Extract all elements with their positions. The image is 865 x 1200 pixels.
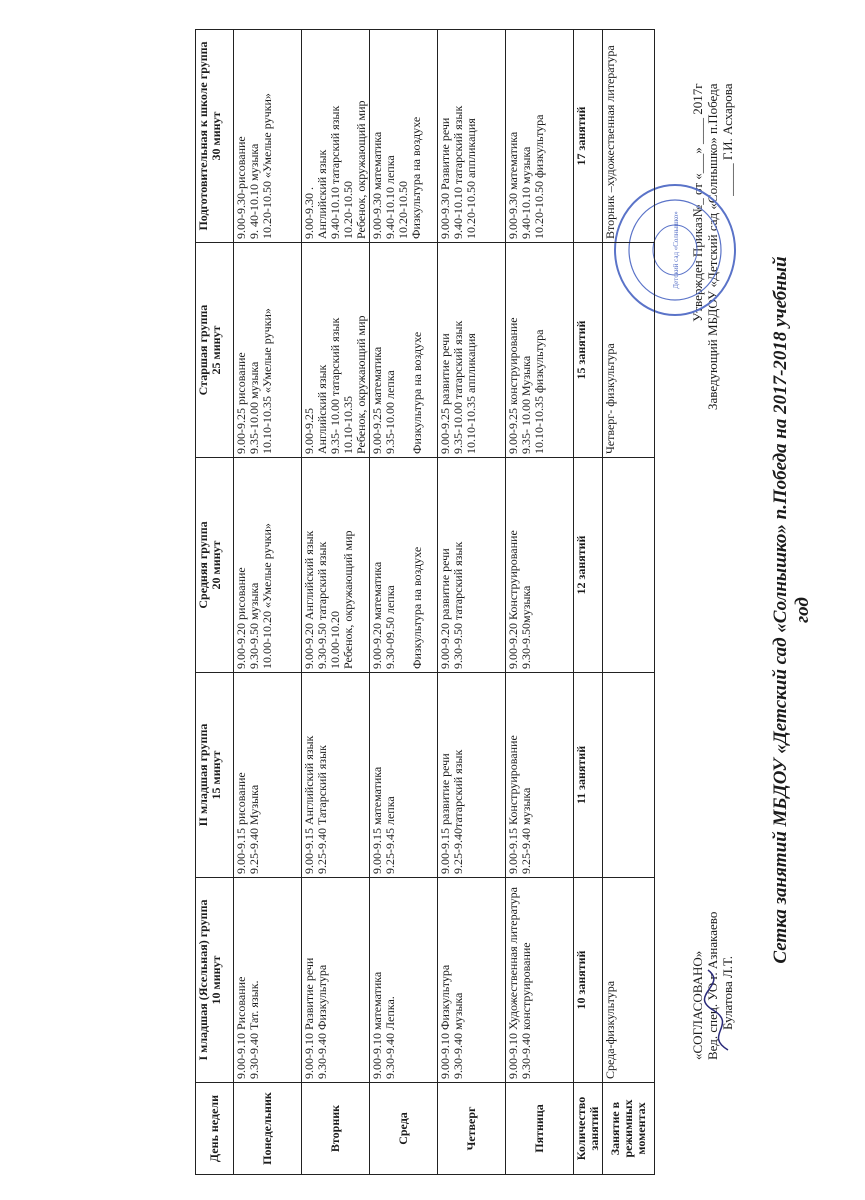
regime-cell <box>603 673 655 878</box>
group-duration: 30 минут <box>209 111 223 161</box>
header-row <box>196 30 234 1175</box>
lesson-line: 9.30-9.50 музыка <box>247 582 261 669</box>
lesson-line: 9.00-9.25 конструирование <box>506 317 520 454</box>
header-group-1 <box>196 878 234 1083</box>
count-label: Количество занятий <box>574 1083 603 1175</box>
lesson-line: 10.10-10.35 «Умелые ручки» <box>260 308 274 454</box>
schedule-cell <box>506 458 574 673</box>
schedule-cell <box>438 243 506 458</box>
lesson-line: 9.30-9.50музыка <box>519 585 533 669</box>
day-name: Вторник <box>302 1083 370 1175</box>
lesson-line <box>397 246 411 454</box>
schedule-row <box>506 30 574 1175</box>
approved-left-line1: «СОГЛАСОВАНО» <box>690 950 705 1060</box>
lesson-line: 9.00-9.30 Развитие речи <box>438 117 452 239</box>
regime-cell <box>603 458 655 673</box>
approved-left-line2: Вед. спец. УО г. Азнакаево <box>705 911 720 1060</box>
lesson-line: 10.20-10.50 <box>396 181 410 239</box>
lesson-line: 9.00-9.20 математика <box>370 561 384 669</box>
header-day: День недели <box>196 1083 234 1175</box>
lesson-line: 9.30-9.40 Тат. язык. <box>247 980 261 1079</box>
group-duration: 25 минут <box>209 325 223 375</box>
lesson-line: 9.30-9.50 татарский язык <box>315 541 329 669</box>
lesson-line: 10.10-10.35 <box>341 396 355 454</box>
lesson-line: 10.20-10.50 аппликация <box>464 118 478 239</box>
regime-cell: Среда-физкультура <box>603 878 655 1083</box>
approved-right-line2: Заведующий МБДОУ «Детский сад «Солнышко» п.Победа <box>705 83 720 410</box>
schedule-cell <box>302 30 370 243</box>
lesson-line: 9.35- 10.00 татарский язык <box>328 317 342 454</box>
header-group-3 <box>196 458 234 673</box>
count-cell: 10 занятий <box>574 878 603 1083</box>
count-cell: 11 занятий <box>574 673 603 878</box>
schedule-cell <box>234 243 302 458</box>
lesson-line: 10.00-10.20 <box>328 611 342 669</box>
lesson-line: 9.30-9.40 Лепка. <box>383 996 397 1079</box>
lesson-line: Ребенок, окружающий мир <box>341 530 355 669</box>
lesson-line: 9.00-9.30 математика <box>370 131 384 239</box>
count-row <box>574 30 603 1175</box>
schedule-cell <box>302 673 370 878</box>
schedule-cell <box>438 458 506 673</box>
lesson-line: 9.00-9.10 математика <box>370 971 384 1079</box>
lesson-line: Ребенок, окружающий мир <box>354 315 368 454</box>
schedule-cell <box>234 673 302 878</box>
lesson-line: 10.20-10.50 <box>341 181 355 239</box>
lesson-line: 9.00-9.20 Конструирование <box>506 530 520 669</box>
schedule-cell <box>438 673 506 878</box>
lesson-line: 10.20-10.50 физкультура <box>532 114 546 239</box>
header-group-4 <box>196 243 234 458</box>
header-group-2 <box>196 673 234 878</box>
lesson-line: 9.30-9.40 Физкультура <box>315 964 329 1079</box>
lesson-line: Ребенок, окружающий мир <box>354 100 368 239</box>
schedule-cell <box>234 30 302 243</box>
header-group-5 <box>196 30 234 243</box>
lesson-line: 10.10-10.35 аппликация <box>464 333 478 454</box>
schedule-cell <box>506 673 574 878</box>
group-name: Подготовительная к школе группа <box>196 41 210 231</box>
group-duration: 20 минут <box>209 540 223 590</box>
lesson-line: Английский язык <box>315 364 329 454</box>
group-name: I младшая (Ясельная) группа <box>196 899 210 1061</box>
lesson-line: 9.00-9.20 развитие речи <box>438 548 452 669</box>
lesson-line: 9.00-9.20 Английский язык <box>302 530 316 669</box>
regime-cell: Вторник –художественная литература <box>603 30 655 243</box>
regime-cell: Четверг- физкультура <box>603 243 655 458</box>
schedule-cell <box>506 30 574 243</box>
lesson-line: Физкультура на воздухе <box>410 546 424 669</box>
schedule-table <box>195 29 655 1175</box>
group-duration: 15 минут <box>209 750 223 800</box>
lesson-line: 10.20-10.50 «Умелые ручки» <box>260 93 274 239</box>
lesson-line: 9.00-9.15 рисование <box>234 772 248 874</box>
lesson-line <box>397 461 411 669</box>
lesson-line: 9.00-9.30-рисование <box>234 136 248 239</box>
approved-left-line3: Булатова Л.Т. <box>720 956 735 1030</box>
lesson-line: 9. 40-10.10 музыка <box>247 143 261 239</box>
schedule-cell <box>370 243 438 458</box>
lesson-line: 9.25-9.40 музыка <box>519 787 533 874</box>
group-name: II младшая группа <box>196 723 210 827</box>
lesson-line: 9.00-9.25 рисование <box>234 352 248 454</box>
lesson-line: 9.35- 10.00 Музыка <box>519 355 533 454</box>
lesson-line: 9.00-9.20 рисование <box>234 567 248 669</box>
day-name: Понедельник <box>234 1083 302 1175</box>
lesson-line: 9.00-9.15 математика <box>370 766 384 874</box>
stamp-center-text: Детский сад «Солнышко» <box>672 211 680 289</box>
approved-right-line3: _____ Г.И. Асхарова <box>720 83 735 196</box>
lesson-line: 9.35-10.00 татарский язык <box>451 320 465 454</box>
regime-row <box>603 30 655 1175</box>
lesson-line: 9.00-9.25 математика <box>370 346 384 454</box>
lesson-line: 9.00-9.15 Конструирование <box>506 735 520 874</box>
lesson-line: 9.30-09.50 лепка <box>383 585 397 669</box>
page-title: Сетка занятий МБДОУ «Детский сад «Солнышко» п.Победа на 2017-2018 учебный год <box>770 256 813 964</box>
approved-left-block <box>690 912 735 1060</box>
regime-label: Занятие в режимных моментах <box>603 1083 655 1175</box>
schedule-cell <box>506 878 574 1083</box>
count-cell: 17 занятий <box>574 30 603 243</box>
group-name: Старшая группа <box>196 304 210 396</box>
lesson-line: 9.00-9.10 Рисование <box>234 976 248 1079</box>
schedule-cell <box>370 458 438 673</box>
day-name: Среда <box>370 1083 438 1175</box>
lesson-line: 9.40-10.10 татарский язык <box>328 105 342 239</box>
lesson-line: 9.00-9.15 развитие речи <box>438 753 452 874</box>
group-duration: 10 минут <box>209 955 223 1005</box>
count-cell: 15 занятий <box>574 243 603 458</box>
group-name: Средняя группа <box>196 521 210 609</box>
day-name: Пятница <box>506 1083 574 1175</box>
approved-right-line1: Утвержден Приказ№_ от «___» ____ 2017г <box>690 83 705 322</box>
lesson-line: 9.00-9.10 Физкультура <box>438 964 452 1079</box>
schedule-cell <box>370 673 438 878</box>
lesson-line: 9.40-10.10 музыка <box>519 146 533 239</box>
schedule-row <box>234 30 302 1175</box>
schedule-cell <box>370 30 438 243</box>
day-name: Четверг <box>438 1083 506 1175</box>
lesson-line: 9.00-9.30 математика <box>506 131 520 239</box>
lesson-line: 9.40-10.10 татарский язык <box>451 105 465 239</box>
lesson-line: 9.30-9.50 татарский язык <box>451 541 465 669</box>
lesson-line: 9.25-9.40 Татарский язык <box>315 745 329 874</box>
schedule-cell <box>506 243 574 458</box>
lesson-line: 9.30-9.40 конструирование <box>519 942 533 1079</box>
schedule-row <box>370 30 438 1175</box>
lesson-line: 10.00-10.20 «Умелые ручки» <box>260 523 274 669</box>
lesson-line: 9.00-9.10 Художественная литература <box>506 886 520 1079</box>
schedule-row <box>302 30 370 1175</box>
lesson-line: 9.00-9.15 Английский язык <box>302 735 316 874</box>
lesson-line: 9.25-9.40татарский язык <box>451 749 465 874</box>
schedule-cell <box>234 878 302 1083</box>
lesson-line: 9.00-9.30 . <box>302 187 316 239</box>
lesson-line: Физкультура на воздухе <box>409 116 423 239</box>
lesson-line: 9.25-9.45 лепка <box>383 796 397 874</box>
schedule-cell <box>370 878 438 1083</box>
lesson-line: 9.30-9.40 музыка <box>451 992 465 1079</box>
lesson-line: 9.35-10.00 лепка <box>383 370 397 454</box>
schedule-row <box>438 30 506 1175</box>
schedule-cell <box>234 458 302 673</box>
lesson-line: 9.00-9.25 развитие речи <box>438 333 452 454</box>
schedule-cell <box>302 878 370 1083</box>
lesson-line: 9.00-9.10 Развитие речи <box>302 957 316 1079</box>
schedule-cell <box>302 243 370 458</box>
lesson-line: 9.25-9.40 Музыка <box>247 784 261 874</box>
lesson-line: Физкультура на воздухе <box>410 331 424 454</box>
lesson-line: Английский язык <box>315 149 329 239</box>
lesson-line: 9.35-10.00 музыка <box>247 361 261 454</box>
signature-icon <box>698 965 738 1055</box>
lesson-line: 9.00-9.25 <box>302 408 316 454</box>
lesson-line: 9.40-10.10 лепка <box>383 155 397 239</box>
count-cell: 12 занятий <box>574 458 603 673</box>
lesson-line: 10.10-10.35 физкультура <box>532 329 546 454</box>
schedule-cell <box>438 878 506 1083</box>
schedule-cell <box>302 458 370 673</box>
schedule-cell <box>438 30 506 243</box>
